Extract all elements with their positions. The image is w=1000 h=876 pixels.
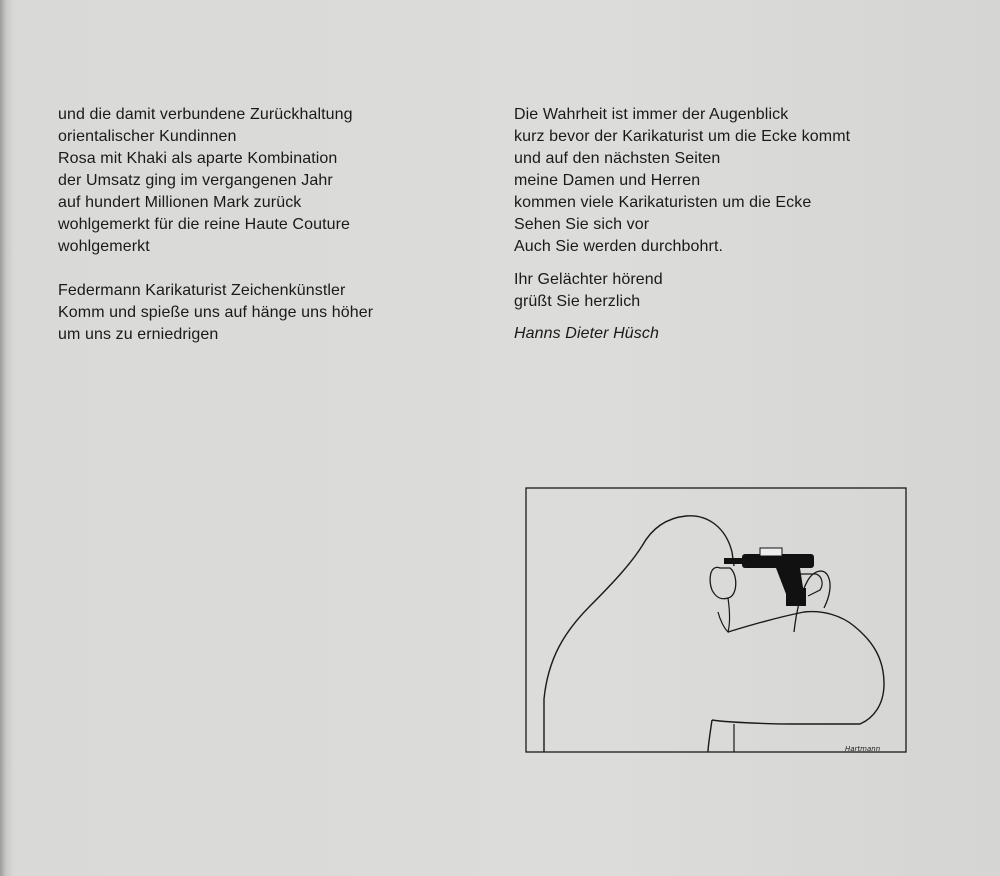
text-line: kurz bevor der Karikaturist um die Ecke kommt xyxy=(514,128,851,145)
right-paragraph-2 xyxy=(514,269,954,313)
text-line: kommen viele Karikaturisten um die Ecke xyxy=(514,194,812,211)
text-line: Federmann Karikaturist Zeichenkünstler xyxy=(58,282,346,299)
text-line: grüßt Sie herzlich xyxy=(514,293,641,310)
left-text-column xyxy=(58,104,458,346)
artist-signature: Hartmann xyxy=(845,745,881,753)
left-paragraph-2 xyxy=(58,280,458,346)
cartoon-man-drill-head-icon xyxy=(524,484,908,756)
text-line: Rosa mit Khaki als aparte Kombination xyxy=(58,150,338,167)
text-line: der Umsatz ging im vergangenen Jahr xyxy=(58,172,333,189)
text-line: Ihr Gelächter hörend xyxy=(514,271,663,288)
text-line: auf hundert Millionen Mark zurück xyxy=(58,194,302,211)
text-line: wohlgemerkt für die reine Haute Couture xyxy=(58,216,351,233)
text-line: wohlgemerkt xyxy=(58,238,150,255)
text-line: Sehen Sie sich vor xyxy=(514,216,650,233)
text-line: orientalischer Kundinnen xyxy=(58,128,237,145)
right-text-column xyxy=(514,104,954,345)
author-signature: Hanns Dieter Hüsch xyxy=(514,325,659,342)
left-paragraph-1 xyxy=(58,104,458,258)
text-line: Die Wahrheit ist immer der Augenblick xyxy=(514,106,789,123)
text-line: Auch Sie werden durchbohrt. xyxy=(514,238,724,255)
text-line: um uns zu erniedrigen xyxy=(58,326,219,343)
text-line: Komm und spieße uns auf hänge uns höher xyxy=(58,304,374,321)
text-line: und auf den nächsten Seiten xyxy=(514,150,721,167)
right-paragraph-1 xyxy=(514,104,954,258)
text-line: meine Damen und Herren xyxy=(514,172,701,189)
text-line: und die damit verbundene Zurückhaltung xyxy=(58,106,353,123)
